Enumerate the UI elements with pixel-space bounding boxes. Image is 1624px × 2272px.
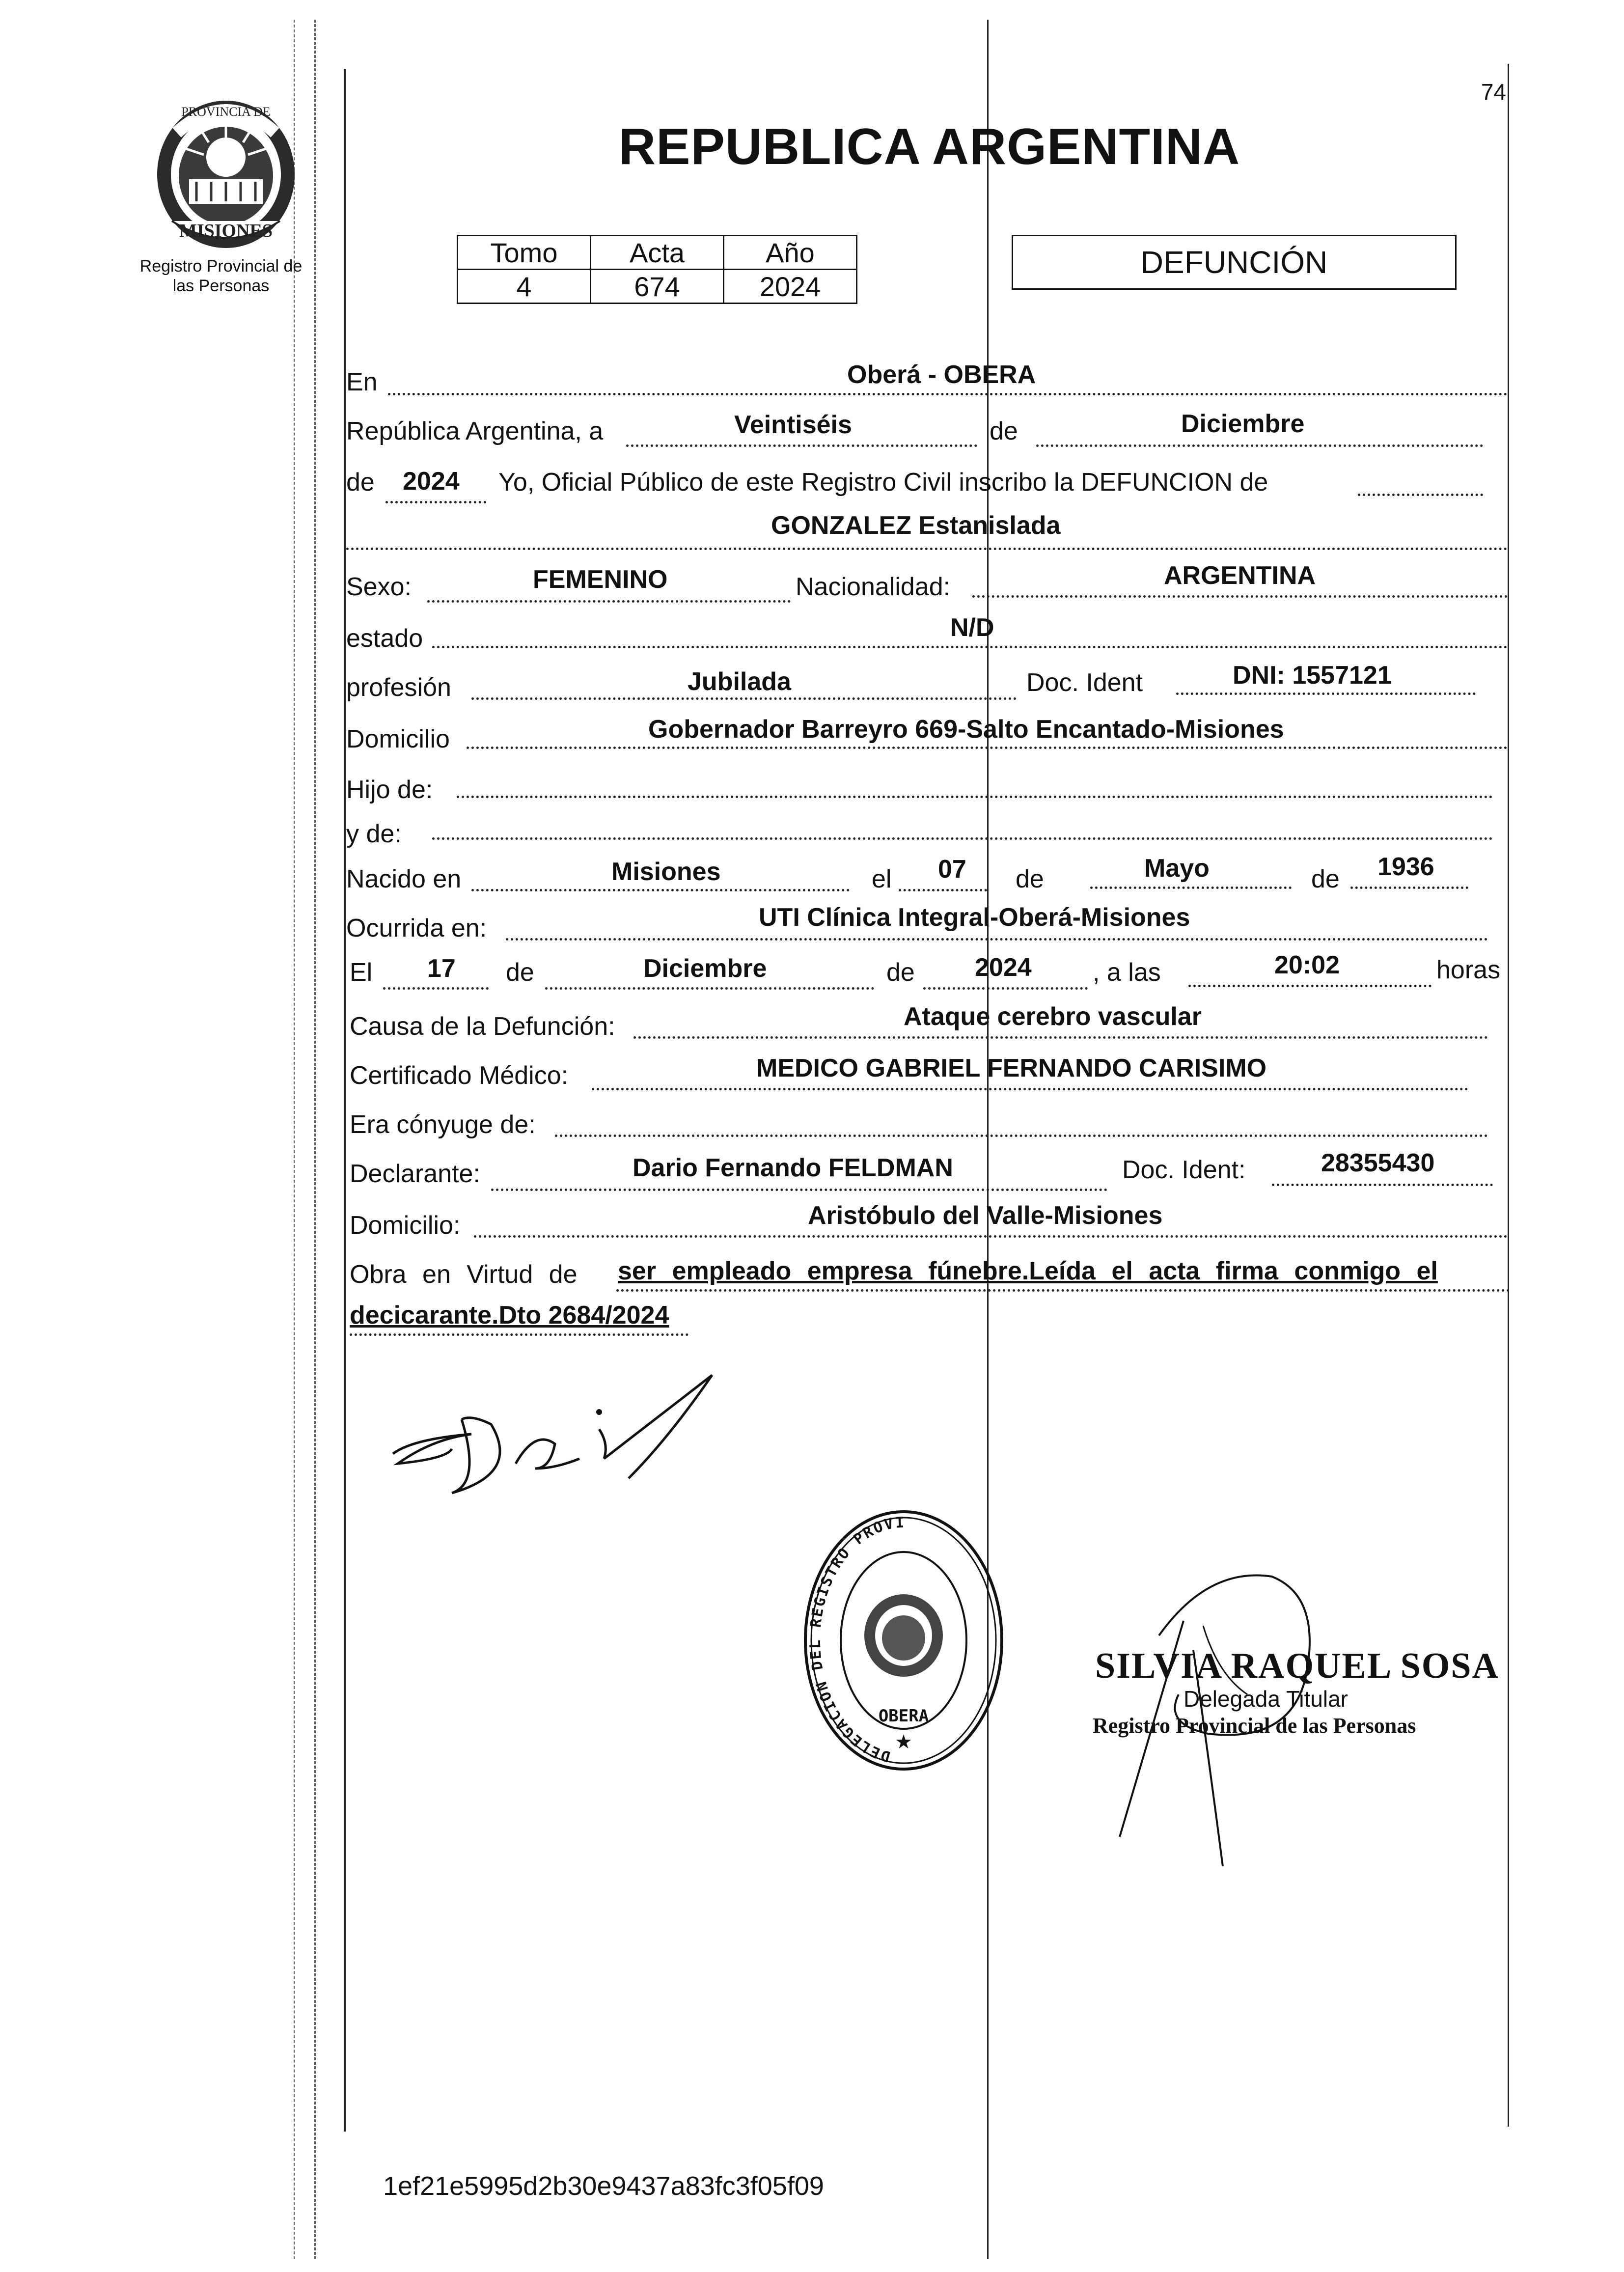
doc-ident-label: Doc. Ident (1026, 668, 1143, 697)
doc-ident-value: DNI: 1557121 (1233, 661, 1392, 690)
tomo-value: 4 (458, 270, 591, 304)
profesion-label: profesión (346, 673, 451, 702)
seal-ring-text: DELEGACION DEL REGISTRO PROVI (806, 1514, 907, 1765)
dotted-line (1272, 1184, 1493, 1186)
dotted-line (432, 646, 1508, 648)
dotted-line (350, 1333, 688, 1336)
sexo-label: Sexo: (346, 573, 412, 601)
doc-ident-label-2: Doc. Ident: (1122, 1156, 1246, 1184)
delegate-title: Delegada Titular (1184, 1686, 1348, 1712)
el-label: el (872, 865, 892, 893)
month-written-value: Diciembre (1181, 410, 1305, 438)
dotted-line (1036, 444, 1483, 447)
dotted-line (506, 938, 1488, 941)
conyuge-label: Era cónyuge de: (350, 1110, 536, 1139)
document-title: REPUBLICA ARGENTINA (619, 118, 1240, 175)
province-crest (142, 93, 309, 255)
el-label: El (350, 958, 373, 987)
y-de-label: y de: (346, 820, 402, 848)
dotted-line (626, 444, 977, 447)
dotted-line (923, 987, 1088, 990)
dotted-line (616, 1289, 1510, 1292)
obra-value-line2: decicarante.Dto 2684/2024 (350, 1301, 669, 1330)
dotted-line (432, 837, 1493, 840)
dotted-line (545, 987, 874, 990)
dotted-line (633, 1036, 1488, 1039)
de-label: de (1016, 865, 1044, 893)
dotted-line (457, 796, 1493, 798)
tomo-header: Tomo (458, 236, 591, 270)
obra-label: Obra en Virtud de (350, 1260, 578, 1289)
record-type-box: DEFUNCIÓN (1012, 235, 1457, 290)
dotted-line (1176, 693, 1476, 695)
nacionalidad-label: Nacionalidad: (796, 573, 951, 601)
hijo-de-label: Hijo de: (346, 776, 433, 804)
ocurrida-en-value: UTI Clínica Integral-Oberá-Misiones (759, 903, 1190, 932)
svg-text:MISIONES: MISIONES (179, 221, 273, 241)
nacido-en-value: Misiones (611, 858, 721, 886)
dotted-line (427, 600, 791, 603)
dotted-line (1350, 887, 1468, 889)
de-label: de (506, 958, 534, 987)
declarante-value: Dario Fernando FELDMAN (633, 1154, 953, 1182)
doc-ident-value-2: 28355430 (1321, 1149, 1435, 1177)
dotted-line (471, 889, 850, 891)
delegate-name: SILVIA RAQUEL SOSA (1095, 1646, 1499, 1686)
dotted-line (972, 595, 1508, 598)
certificado-value: MEDICO GABRIEL FERNANDO CARISIMO (756, 1054, 1267, 1082)
ocurrida-en-label: Ocurrida en: (346, 914, 487, 942)
death-month-value: Diciembre (643, 954, 767, 983)
dotted-line (592, 1088, 1468, 1090)
margin-dashed-line-2 (294, 20, 295, 2259)
de-label: de (1311, 865, 1340, 893)
republica-label: República Argentina, a (346, 417, 604, 445)
certificado-label: Certificado Médico: (350, 1061, 569, 1090)
scan-fold-line (987, 20, 989, 2259)
en-value: Oberá - OBERA (847, 360, 1036, 389)
declarante-label: Declarante: (350, 1160, 480, 1188)
official-seal (800, 1503, 1007, 1788)
death-year-value: 2024 (975, 953, 1032, 982)
registry-caption (123, 256, 319, 296)
dotted-line (899, 889, 987, 891)
estado-value: N/D (950, 613, 994, 642)
registry-caption-line1: Registro Provincial de (139, 257, 303, 276)
dotted-line (383, 987, 489, 990)
acta-header: Acta (591, 236, 724, 270)
dotted-line (471, 697, 1017, 700)
dotted-line (474, 1235, 1508, 1238)
domicilio-value: Gobernador Barreyro 669-Salto Encantado-Misiones (648, 715, 1284, 744)
dotted-line (1188, 985, 1431, 987)
declarant-signature (373, 1365, 727, 1513)
death-time-value: 20:02 (1274, 951, 1340, 979)
delegate-registry: Registro Provincial de las Personas (1093, 1714, 1416, 1738)
document-hash: 1ef21e5995d2b30e9437a83fc3f05f09 (383, 2171, 824, 2201)
day-written-value: Veintiséis (734, 411, 852, 439)
dotted-line (385, 501, 486, 503)
year-value: 2024 (403, 467, 460, 496)
dotted-line (491, 1189, 1107, 1191)
deceased-name-value: GONZALEZ Estanislada (771, 511, 1061, 540)
causa-label: Causa de la Defunción: (350, 1012, 615, 1041)
dotted-line (467, 747, 1508, 749)
nacido-en-label: Nacido en (346, 865, 462, 893)
de-label: de (886, 958, 915, 987)
estado-label: estado (346, 624, 423, 653)
dotted-line (388, 393, 1508, 395)
causa-value: Ataque cerebro vascular (904, 1002, 1202, 1031)
birth-month-value: Mayo (1144, 854, 1210, 883)
seal-center-text: OBERA (878, 1706, 929, 1726)
sexo-value: FEMENINO (533, 565, 668, 594)
domicilio-label: Domicilio (346, 725, 450, 753)
death-day-value: 17 (427, 954, 456, 983)
domicilio-label-2: Domicilio: (350, 1211, 461, 1240)
domicilio-value-2: Aristóbulo del Valle-Misiones (808, 1201, 1163, 1230)
dotted-line (1358, 494, 1483, 496)
dotted-line (555, 1135, 1488, 1137)
registry-caption-line2: las Personas (172, 277, 270, 295)
horas-label: horas (1436, 956, 1501, 984)
margin-dashed-line (314, 20, 316, 2259)
dotted-line (1090, 887, 1292, 889)
anio-value: 2024 (724, 270, 857, 304)
page-number: 74 (1481, 79, 1506, 105)
svg-text:PROVINCIA DE: PROVINCIA DE (181, 105, 271, 119)
profesion-value: Jubilada (688, 667, 791, 696)
svg-text:★: ★ (895, 1731, 912, 1753)
nacionalidad-value: ARGENTINA (1164, 561, 1316, 590)
de-label: de (990, 417, 1018, 445)
de-label: de (346, 468, 375, 497)
acta-value: 674 (591, 270, 724, 304)
dotted-line (346, 548, 1508, 550)
record-table (457, 235, 857, 304)
form-left-border (344, 69, 346, 2132)
anio-header: Año (724, 236, 857, 270)
a-las-label: , a las (1093, 958, 1161, 987)
birth-day-value: 07 (938, 855, 966, 884)
inscribo-text: Yo, Oficial Público de este Registro Civil inscribo la DEFUNCION de (498, 468, 1268, 497)
obra-value-line1: ser empleado empresa fúnebre.Leída el acta firma conmigo el (618, 1257, 1438, 1285)
birth-year-value: 1936 (1377, 853, 1434, 881)
en-label: En (346, 368, 378, 396)
form-right-border (1508, 64, 1509, 2127)
